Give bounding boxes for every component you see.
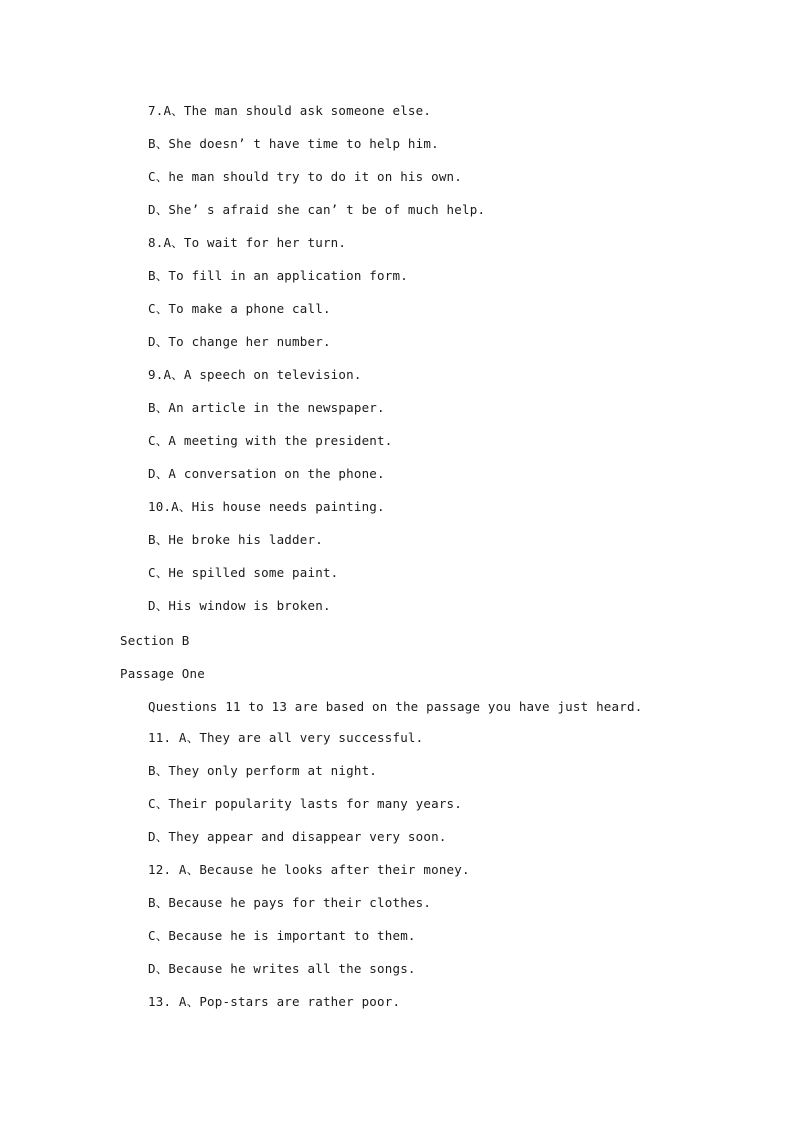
q12-option-a: 12. A、Because he looks after their money. bbox=[148, 862, 470, 877]
q11-option-d: D、They appear and disappear very soon. bbox=[148, 829, 447, 844]
q10-option-d: D、His window is broken. bbox=[148, 598, 331, 613]
q8-option-b: B、To fill in an application form. bbox=[148, 268, 408, 283]
q7-option-d: D、She’ s afraid she can’ t be of much help. bbox=[148, 202, 486, 217]
q11-option-a: 11. A、They are all very successful. bbox=[148, 730, 424, 745]
passage-instructions: Questions 11 to 13 are based on the passage you have just heard. bbox=[148, 699, 643, 714]
q10-option-a: 10.A、His house needs painting. bbox=[148, 499, 385, 514]
q7-option-a: 7.A、The man should ask someone else. bbox=[148, 103, 432, 118]
q12-option-b: B、Because he pays for their clothes. bbox=[148, 895, 432, 910]
q12-option-d: D、Because he writes all the songs. bbox=[148, 961, 416, 976]
q9-option-b: B、An article in the newspaper. bbox=[148, 400, 385, 415]
q11-option-c: C、Their popularity lasts for many years. bbox=[148, 796, 462, 811]
q7-option-b: B、She doesn’ t have time to help him. bbox=[148, 136, 439, 151]
q9-option-a: 9.A、A speech on television. bbox=[148, 367, 362, 382]
q9-option-d: D、A conversation on the phone. bbox=[148, 466, 385, 481]
q11-option-b: B、They only perform at night. bbox=[148, 763, 378, 778]
q8-option-c: C、To make a phone call. bbox=[148, 301, 331, 316]
q10-option-b: B、He broke his ladder. bbox=[148, 532, 323, 547]
q9-option-c: C、A meeting with the president. bbox=[148, 433, 393, 448]
q10-option-c: C、He spilled some paint. bbox=[148, 565, 339, 580]
section-heading: Section B bbox=[120, 633, 190, 648]
q13-option-a: 13. A、Pop-stars are rather poor. bbox=[148, 994, 401, 1009]
q7-option-c: C、he man should try to do it on his own. bbox=[148, 169, 462, 184]
q12-option-c: C、Because he is important to them. bbox=[148, 928, 416, 943]
passage-heading: Passage One bbox=[120, 666, 205, 681]
q8-option-d: D、To change her number. bbox=[148, 334, 331, 349]
q8-option-a: 8.A、To wait for her turn. bbox=[148, 235, 347, 250]
